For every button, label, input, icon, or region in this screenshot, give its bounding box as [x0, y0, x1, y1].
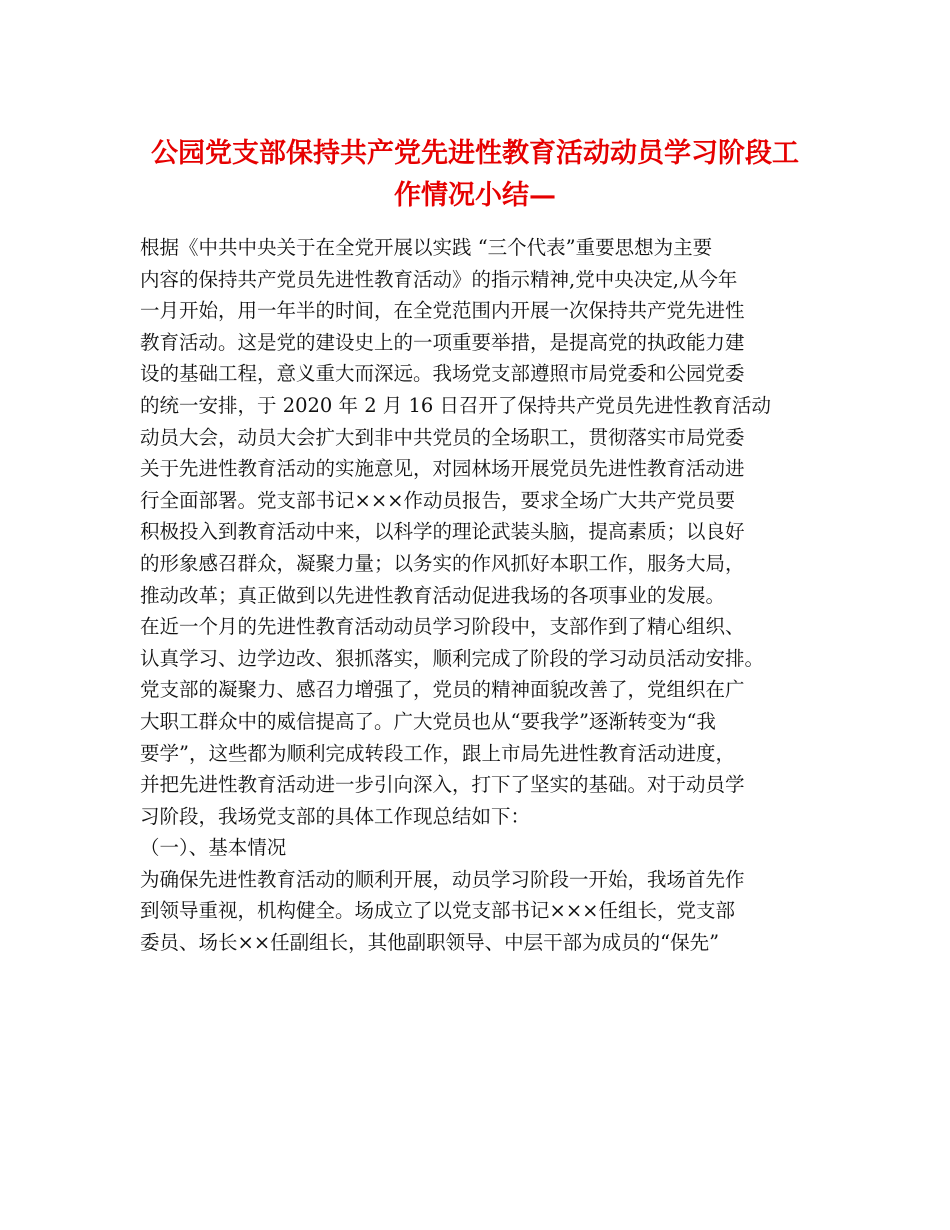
body-line: 在近一个月的先进性教育活动动员学习阶段中，支部作到了精心组织、 [140, 615, 745, 639]
body-line: 动员大会，动员大会扩大到非中共党员的全场职工，贯彻落实市局党委 [140, 425, 745, 449]
body-line: 党支部的凝聚力、感召力增强了，党员的精神面貌改善了，党组织在广 [140, 678, 745, 702]
body-line: 的形象感召群众，凝聚力量；以务实的作风抓好本职工作，服务大局， [140, 551, 745, 575]
body-line: 行全面部署。党支部书记×××作动员报告，要求全场广大共产党员要 [140, 488, 736, 512]
body-line: 的统一安排，于 2020 年 2 月 16 日召开了保持共产党员先进性教育活动 [140, 393, 772, 417]
body-line: 内容的保持共产党员先进性教育活动》的指示精神,党中央决定,从今年 [140, 267, 738, 291]
body-line: 一月开始，用一年半的时间，在全党范围内开展一次保持共产党先进性 [140, 299, 745, 323]
body-line: 积极投入到教育活动中来，以科学的理论武装头脑，提高素质；以良好 [140, 520, 745, 544]
body-line: 关于先进性教育活动的实施意见，对园林场开展党员先进性教育活动进 [140, 457, 745, 481]
document-body [140, 232, 830, 959]
document-title-line-1: 公园党支部保持共产党先进性教育活动动员学习阶段工 [151, 138, 799, 169]
body-line: 认真学习、边学边改、狠抓落实，顺利完成了阶段的学习动员活动安排。 [140, 646, 765, 670]
body-line: 并把先进性教育活动进一步引向深入，打下了坚实的基础。对于动员学 [140, 773, 745, 797]
body-line: 为确保先进性教育活动的顺利开展，动员学习阶段一开始，我场首先作 [140, 867, 745, 891]
body-line: 推动改革；真正做到以先进性教育活动促进我场的各项事业的发展。 [140, 583, 726, 607]
body-line: 根据《中共中央关于在全党开展以实践 “三个代表”重要思想为主要 [140, 236, 713, 259]
body-line: 大职工群众中的威信提高了。广大党员也从“要我学”逐渐转变为“我 [140, 709, 716, 733]
body-line: 习阶段，我场党支部的具体工作现总结如下： [140, 804, 531, 828]
document-title-line-2: 作情况小结— [394, 180, 556, 211]
section-heading: （一）、基本情况 [140, 836, 287, 860]
body-line: 教育活动。这是党的建设史上的一项重要举措，是提高党的执政能力建 [140, 330, 745, 354]
body-line: 要学”，这些都为顺利完成转段工作，跟上市局先进性教育活动进度， [140, 741, 735, 765]
body-line: 设的基础工程，意义重大而深远。我场党支部遵照市局党委和公园党委 [140, 362, 745, 386]
body-line: 到领导重视，机构健全。场成立了以党支部书记×××任组长，党支部 [140, 899, 736, 923]
body-line: 委员、场长××任副组长，其他副职领导、中层干部为成员的“保先” [140, 931, 720, 955]
